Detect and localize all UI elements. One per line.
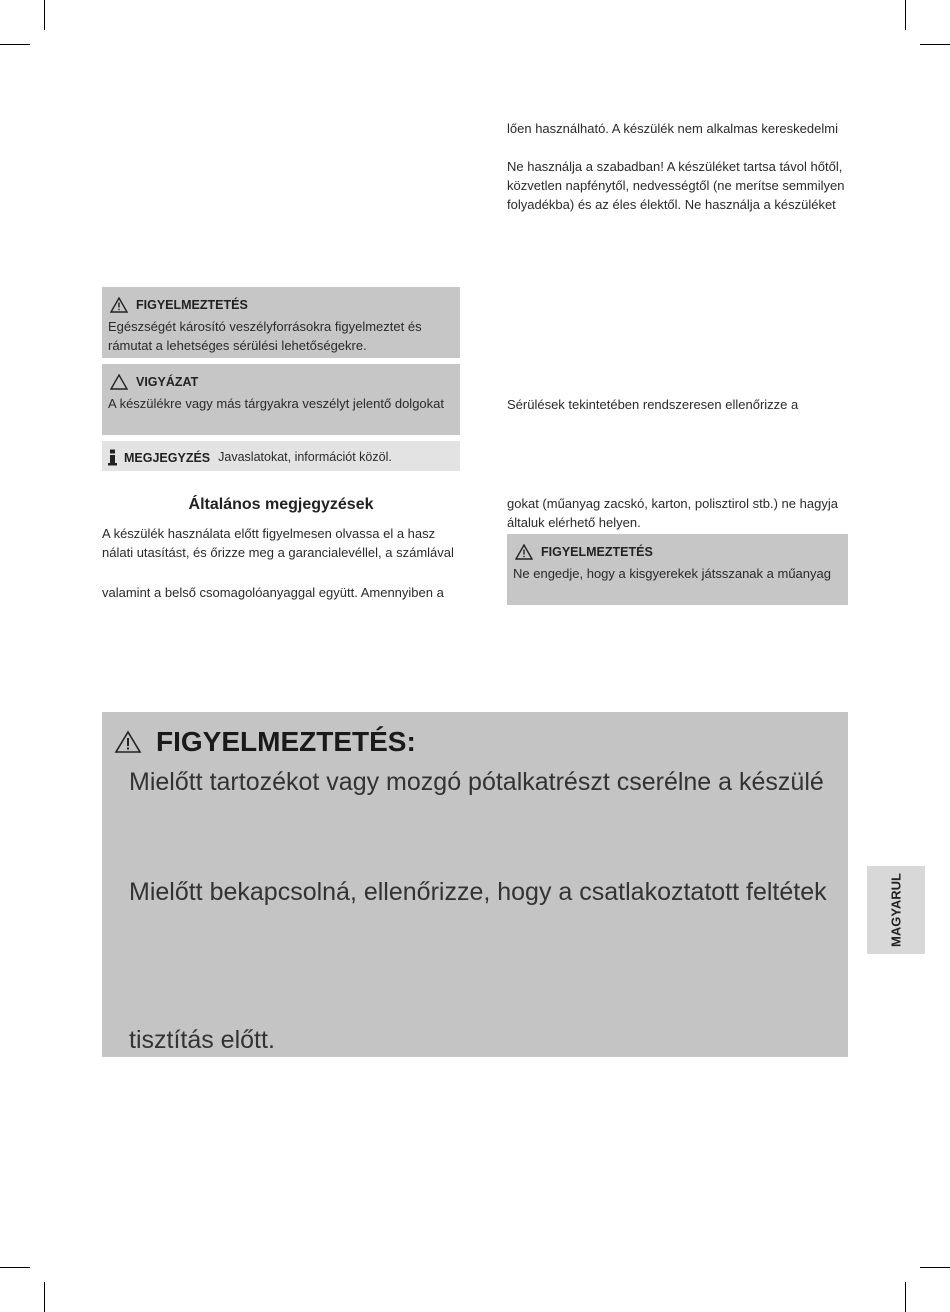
warning-triangle-icon xyxy=(114,730,142,754)
text-line: Ne használja a szabadban! A készüléket tartsa távol hőtől, xyxy=(507,159,843,174)
right-paragraph-4 xyxy=(507,494,838,532)
note-text: Javaslatokat, információt közöl. xyxy=(218,450,392,464)
warning-text: Ne engedje, hogy a kisgyerekek játsszanak a műanyag xyxy=(513,566,831,581)
text-line: A készülék használata előtt figyelmesen olvassa el a hasz xyxy=(102,526,436,541)
right-warning-box xyxy=(507,534,848,605)
crop-mark xyxy=(44,1282,45,1312)
crop-mark xyxy=(0,44,30,45)
big-warning-line-3: tisztítás előtt. xyxy=(129,1026,275,1054)
big-warning-line-1: Mielőtt tartozékot vagy mozgó pótalkatrészt cserélne a készülé xyxy=(129,768,824,796)
language-tab-label: MAGYARUL xyxy=(888,873,904,947)
warning-title: FIGYELMEZTETÉS xyxy=(136,298,248,312)
warning-title: FIGYELMEZTETÉS xyxy=(541,545,653,559)
big-warning-box xyxy=(102,712,848,1057)
text-line: Egészségét károsító veszélyforrásokra figyelmeztet és xyxy=(108,319,422,334)
note-title: MEGJEGYZÉS xyxy=(124,450,211,465)
right-paragraph-1: lően használható. A készülék nem alkalmas kereskedelmi xyxy=(507,121,838,136)
warning-heading xyxy=(515,544,653,560)
caution-text: A készülékre vagy más tárgyakra veszélyt jelentő dolgokat xyxy=(108,396,445,411)
text-line: folyadékba) és az éles élektől. Ne használja a készüléket xyxy=(507,197,836,212)
big-warning-title: FIGYELMEZTETÉS: xyxy=(156,726,416,757)
left-note-box xyxy=(102,441,460,471)
left-caution-box xyxy=(102,364,460,435)
big-warning-line-2: Mielőtt bekapcsolná, ellenőrizze, hogy a csatlakoztatott feltétek xyxy=(129,878,827,906)
language-tab xyxy=(867,866,925,954)
right-paragraph-3: Sérülések tekintetében rendszeresen ellenőrizze a xyxy=(507,397,799,412)
caution-heading xyxy=(110,374,198,390)
left-paragraph-2: valamint a belső csomagolóanyaggal együtt. Amennyiben a xyxy=(102,585,444,600)
warning-triangle-icon xyxy=(110,374,128,390)
crop-mark xyxy=(920,1267,950,1268)
crop-mark xyxy=(44,0,45,30)
note-row xyxy=(108,448,392,467)
right-paragraph-2 xyxy=(507,157,844,214)
warning-text xyxy=(108,317,422,355)
text-line: közvetlen napfénytől, nedvességtől (ne merítse semmilyen xyxy=(507,178,845,193)
text-line: gokat (műanyag zacskó, karton, polisztirol stb.) ne hagyja xyxy=(507,496,838,511)
warning-triangle-icon xyxy=(515,544,533,560)
big-warning-heading xyxy=(114,726,416,758)
left-warning-box xyxy=(102,287,460,358)
info-icon xyxy=(108,449,118,466)
text-line: rámutat a lehetséges sérülési lehetőségekre. xyxy=(108,338,367,353)
warning-heading xyxy=(110,297,248,313)
crop-mark xyxy=(920,44,950,45)
text-line: nálati utasítást, és őrizze meg a garancialevéllel, a számlával xyxy=(102,545,454,560)
crop-mark xyxy=(0,1267,30,1268)
warning-triangle-icon xyxy=(110,297,128,313)
caution-title: VIGYÁZAT xyxy=(136,375,199,389)
text-line: általuk elérhető helyen. xyxy=(507,515,641,530)
crop-mark xyxy=(905,0,906,30)
left-paragraph-1 xyxy=(102,524,454,562)
section-title: Általános megjegyzések xyxy=(188,496,374,513)
crop-mark xyxy=(905,1282,906,1312)
